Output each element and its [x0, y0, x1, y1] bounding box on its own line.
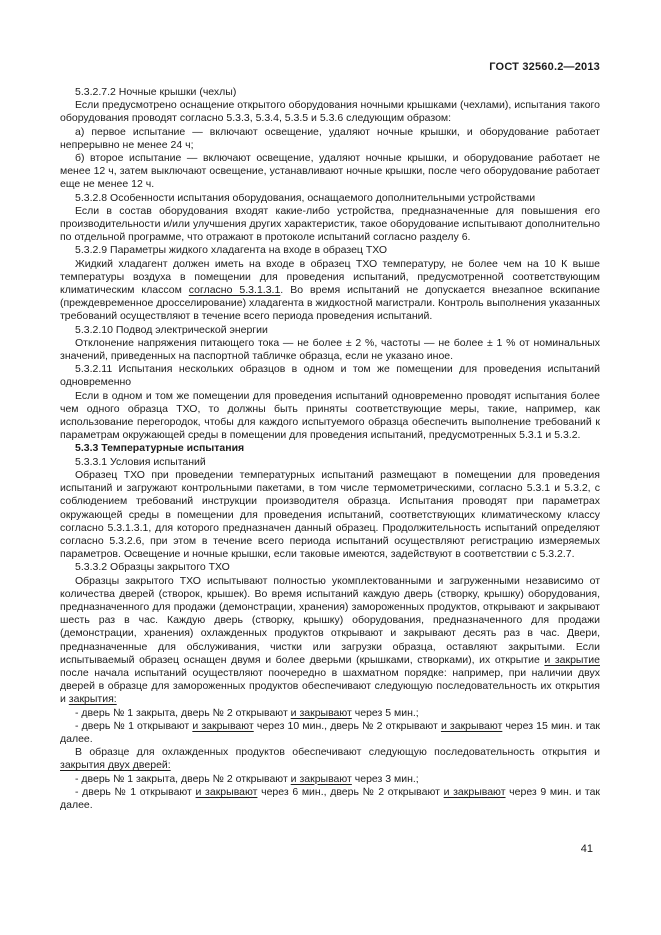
clause-5-3-2-9-body: [60, 258, 600, 324]
text-run: Жидкий хладагент должен иметь на входе в образец ТХО температуру, не более чем на 10 К выше температуры воздуха в помещении для проведения испытаний, предусмотренной соответствующим климатическим классом: [60, 257, 600, 297]
text-run: б) второе испытание — включают освещение, удаляют ночные крышки, и оборудование работает не менее 12 ч, затем выключают освещение, устанавливают ночные крышки, после чего оборудование работает еще не менее 12 ч.: [60, 152, 600, 191]
document-body: [60, 86, 600, 812]
text-run: через 3 мин.;: [351, 772, 419, 785]
text-run: 5.3.3.1 Условия испытаний: [75, 455, 206, 468]
underlined-text-run: закрытия двух дверей:: [60, 759, 171, 772]
text-run: 5.3.2.9 Параметры жидкого хладагента на входе в образец ТХО: [75, 244, 388, 257]
text-run: 5.3.2.7.2 Ночные крышки (чехлы): [75, 86, 237, 98]
text-run: 5.3.3 Температурные испытания: [75, 442, 245, 455]
clause-5-3-2-8-body: [60, 205, 600, 245]
clause-5-3-2-10-body: [60, 337, 600, 363]
text-run: через 6 мин., дверь № 2 открывают: [257, 785, 444, 798]
underlined-text-run: и закрывают: [290, 772, 352, 785]
text-run: - дверь № 1 открывают: [75, 719, 193, 732]
door-sequence-chilled-item-1: [60, 773, 600, 786]
underlined-text-run: и закрывают: [192, 719, 254, 732]
clause-5-3-2-9-title: [60, 244, 600, 257]
standard-number-header: ГОСТ 32560.2—2013: [489, 61, 600, 73]
door-sequence-chilled-item-2: [60, 786, 600, 812]
text-run: Если в состав оборудования входят какие-либо устройства, предназначенные для повышения его производительности и/или улучшения других характеристик, такое оборудование испытывают дополнительно по отдельной программе, что отражают в протоколе испытаний согласно разделу 6.: [60, 204, 600, 244]
clause-5-3-3-2-body: [60, 575, 600, 707]
clause-5-3-3-1-title: [60, 456, 600, 469]
text-run: после начала испытаний осуществляют поочередно в шахматном порядке: например, при наличии двух дверей в образце для замороженных продуктов обеспечивают следующую последовательность их открытия и: [60, 666, 600, 706]
list-item-b: [60, 152, 600, 192]
text-run: через 9 мин. и так далее.: [60, 785, 601, 811]
clause-5-3-2-11-title: [60, 363, 600, 389]
clause-5-3-2-7-2-body: [60, 99, 600, 125]
text-run: Если в одном и том же помещении для проведения испытаний одновременно проводят испытания более чем одного образца ТХО, то должны быть приняты соответствующие меры, такие, например, как использование перегородок, чтобы для каждого испытуемого образца обеспечить выполнение требований к параметрам окружающей среды в помещении для проведения испытаний, предусмотренных 5.3.1 и 5.3.2.: [60, 389, 600, 442]
underlined-text-run: и закрывают: [290, 706, 352, 719]
text-run: - дверь № 1 закрыта, дверь № 2 открывают: [75, 772, 291, 785]
text-run: - дверь № 1 открывают: [75, 785, 196, 798]
text-run: В образце для охлажденных продуктов обеспечивают следующую последовательность открытия и: [75, 746, 600, 759]
text-run: Если предусмотрено оснащение открытого оборудования ночными крышками (чехлами), испытания такого оборудования проводят согласно 5.3.3, 5.3.4, 5.3.5 и 5.3.6 следующим образом:: [60, 99, 600, 125]
door-sequence-chilled-intro: [60, 746, 600, 772]
clause-5-3-2-8-title: [60, 192, 600, 205]
page-number: 41: [580, 843, 593, 855]
clause-5-3-3-heading: [60, 442, 600, 455]
clause-5-3-2-10-title: [60, 324, 600, 337]
text-run: через 15 мин. и так далее.: [60, 719, 601, 745]
underlined-text-run: и закрытие: [544, 653, 600, 666]
text-run: 5.3.2.11 Испытания нескольких образцов в одном и том же помещении для проведения испытаний одновременно: [60, 363, 600, 389]
text-run: Образец ТХО при проведении температурных испытаний размещают в помещении для проведения испытаний и загружают контрольными пакетами, в том числе термометрическими, согласно 5.3.1 и 5.3.2, с соблюдением требований инструкции производителя образца. Испытания проводят при параметрах окружающей среды в помещении для проведения испытаний, соответствующих климатическому классу согласно 5.3.1.3.1, для которого предназначен данный образец. Продолжительность испытаний определяют согласно 5.3.2.6, при этом в течение всего периода испытаний осуществляют регистрацию измеряемых параметров. Освещение и ночные крышки, если таковые имеются, задействуют в соответствии с 5.3.2.7.: [60, 468, 600, 561]
list-item-a: [60, 126, 600, 152]
text-run: через 10 мин., дверь № 2 открывают: [253, 719, 441, 732]
clause-5-3-3-2-title: [60, 561, 600, 574]
underlined-text-run: согласно 5.3.1.3.1: [188, 284, 281, 297]
underlined-text-run: и закрывают: [195, 785, 258, 798]
text-run: а) первое испытание — включают освещение, удаляют ночные крышки, и оборудование работает непрерывно не менее 24 ч;: [60, 125, 600, 151]
underlined-text-run: и закрывают: [443, 785, 506, 798]
text-run: Образцы закрытого ТХО испытывают полностью укомплектованными и загруженными независимо от количества дверей (створок, крышек). Во время испытаний каждую дверь (створку, крышку) оборудования, предназначенного для продажи (демонстрации, хранения) замороженных продуктов, открывают и закрывают шесть раз в час. Каждую дверь (створку, крышку) оборудования, предназначенного для продажи (демонстрации, хранения) охлажденных продуктов открывают и закрывают десять раз в час. Двери, предназначенные для обслуживания, чистки или загрузки образца, оставляют закрытыми. Если испытываемый образец оснащен двумя и более дверьми (крышками, створками), их открытие: [60, 574, 600, 666]
door-sequence-frozen-item-2: [60, 720, 600, 746]
text-run: 5.3.2.10 Подвод электрической энергии: [75, 323, 268, 336]
door-sequence-frozen-item-1: [60, 707, 600, 720]
text-run: - дверь № 1 закрыта, дверь № 2 открывают: [75, 706, 291, 719]
text-run: 5.3.3.2 Образцы закрытого ТХО: [75, 561, 230, 574]
text-run: 5.3.2.8 Особенности испытания оборудования, оснащаемого дополнительными устройствами: [75, 191, 536, 204]
underlined-text-run: и закрывают: [440, 719, 503, 732]
clause-5-3-2-7-2-title: [60, 86, 600, 99]
text-run: Отклонение напряжения питающего тока — не более ± 2 %, частоты — не более ± 1 % от номинальных значений, приведенных на паспортной табличке образца, если не указано иное.: [60, 336, 600, 363]
text-run: через 5 мин.;: [351, 706, 419, 719]
clause-5-3-2-11-body: [60, 390, 600, 443]
text-run: . Во время испытаний не допускается внезапное вскипание (преждевременное дросселирование) хладагента в жидкостной магистрали. Контроль выполнения указанных требований осуществляют в течение всего периода проведения испытаний.: [60, 284, 600, 323]
clause-5-3-3-1-body: [60, 469, 600, 561]
underlined-text-run: закрытия:: [68, 693, 117, 706]
